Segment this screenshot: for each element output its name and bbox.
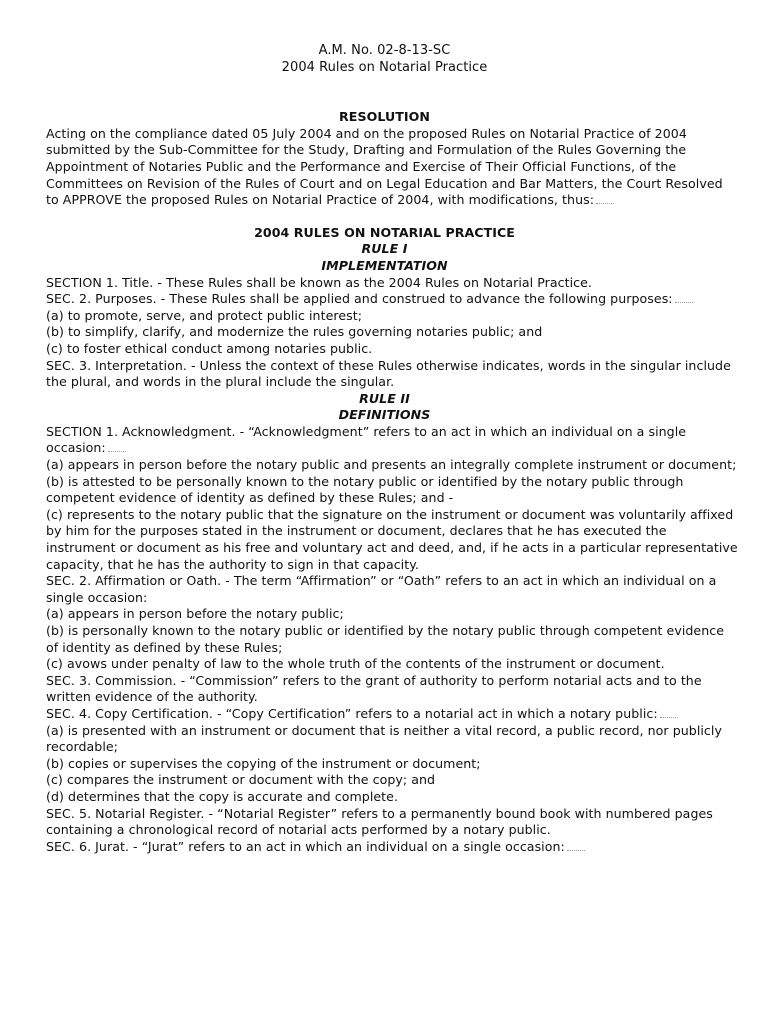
footnote-mark [596, 203, 614, 204]
rule2-section-4-item-c: (c) compares the instrument or document with the copy; and [46, 772, 436, 788]
rule2-section-1: SECTION 1. Acknowledgment. - “Acknowledgment” refers to an act in which an individual on a single occasion: [46, 423, 687, 456]
rules-title: 2004 RULES ON NOTARIAL PRACTICE [254, 224, 515, 240]
rule2-section-3: SEC. 3. Commission. - “Commission” refers to the grant of authority to perform notarial acts and to the written evidence of the authority. [46, 672, 702, 705]
rule1-section-2-item-a: (a) to promote, serve, and protect public interest; [46, 307, 363, 323]
rule2-section-1-item-c: (c) represents to the notary public that the signature on the instrument or document was voluntarily affixed by him for the purposes stated in the instrument or document, declares that he has executed the instrument or document as his free and voluntary act and deed, and, if he acts in a particular representative capacity, that he has the authority to sign in that capacity. [46, 506, 738, 572]
rule2-section-2: SEC. 2. Affirmation or Oath. - The term “Affirmation” or “Oath” refers to an act in which an individual on a single occasion: [46, 573, 717, 605]
footnote-mark [675, 302, 693, 303]
footnote-mark [108, 451, 126, 452]
rule-1-name: IMPLEMENTATION [321, 257, 448, 273]
footnote-mark [660, 717, 678, 718]
rule2-section-4-item-b: (b) copies or supervises the copying of the instrument or document; [46, 755, 481, 771]
rule-2-number: RULE II [359, 390, 410, 406]
rule1-section-2: SEC. 2. Purposes. - These Rules shall be applied and construed to advance the following purposes: [46, 291, 738, 308]
document-subtitle: 2004 Rules on Notarial Practice [281, 59, 488, 75]
rule2-section-1-item-b: (b) is attested to be personally known to the notary public or identified by the notary public through competent evidence of identity as defined by these Rules; and - [46, 473, 684, 506]
rule1-section-2-item-b: (b) to simplify, clarify, and modernize the rules governing notaries public; and [46, 324, 543, 340]
rule1-section-2-item-c: (c) to foster ethical conduct among notaries public. [46, 340, 373, 356]
rule-1-number: RULE I [361, 241, 408, 257]
spacer [46, 209, 738, 225]
rule2-section-2-item-b: (b) is personally known to the notary public or identified by the notary public through competent evidence of identity as defined by these Rules; [46, 623, 725, 655]
rule-2-name: DEFINITIONS [338, 407, 431, 423]
rule2-section-4-item-d: (d) determines that the copy is accurate and complete. [46, 788, 399, 804]
rule2-section-2-item-a: (a) appears in person before the notary public; [46, 606, 344, 622]
rule2-section-5: SEC. 5. Notarial Register. - “Notarial Register” refers to a permanently bound book with numbered pages containing a chronological record of notarial acts performed by a notary public. [46, 805, 713, 838]
rule1-section-1: SECTION 1. Title. - These Rules shall be known as the 2004 Rules on Notarial Practice. [46, 274, 592, 290]
rule2-section-4: SEC. 4. Copy Certification. - “Copy Certification” refers to a notarial act in which a notary public: [46, 706, 738, 723]
rule2-section-4-item-a: (a) is presented with an instrument or document that is neither a vital record, a public record, nor publicly recordable; [46, 722, 722, 755]
rule1-section-3: SEC. 3. Interpretation. - Unless the context of these Rules otherwise indicates, words in the singular include the plural, and words in the plural include the singular. [46, 357, 731, 390]
case-number: A.M. No. 02-8-13-SC [318, 43, 451, 58]
resolution-paragraph: Acting on the compliance dated 05 July 2004 and on the proposed Rules on Notarial Practice of 2004 submitted by the Sub-Committee for the Study, Drafting and Formulation of the Rules Governing the Appointment of Notaries Public and the Performance and Exercise of Their Official Functions, of the Committees on Revision of the Rules of Court and on Legal Education and Bar Matters, the Court Resolved to APPROVE the proposed Rules on Notarial Practice of 2004, with modifications, thus: [46, 125, 723, 208]
rule2-section-2-item-c: (c) avows under penalty of law to the whole truth of the contents of the instrument or document. [46, 656, 665, 672]
spacer [46, 76, 738, 109]
rule2-section-1-item-a: (a) appears in person before the notary public and presents an integrally complete instrument or document; [46, 457, 737, 473]
resolution-heading: RESOLUTION [339, 109, 430, 125]
footnote-mark [567, 850, 585, 851]
rule2-section-6: SEC. 6. Jurat. - “Jurat” refers to an act in which an individual on a single occasion: [46, 839, 738, 856]
